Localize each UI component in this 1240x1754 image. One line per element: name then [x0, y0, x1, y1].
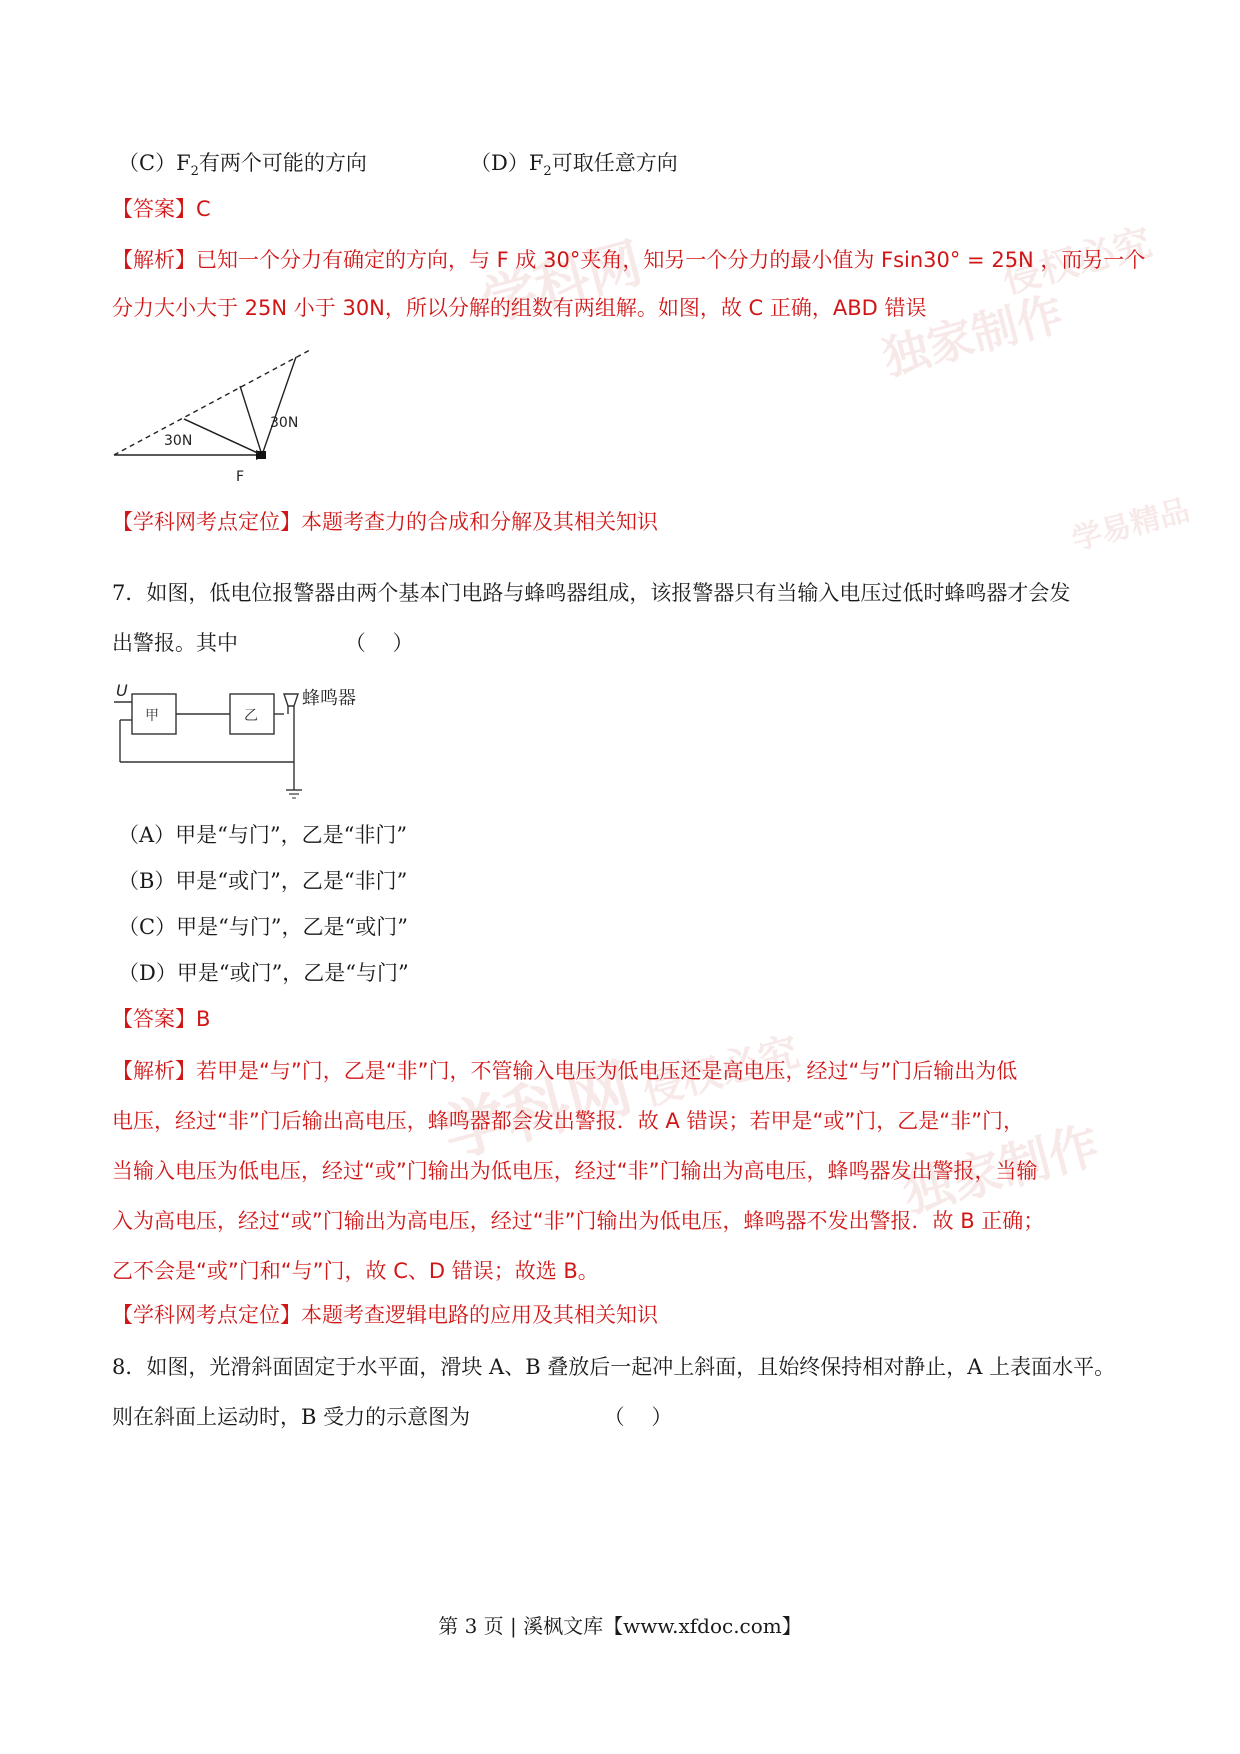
q8-stem-line: 8．如图，光滑斜面固定于水平面，滑块 A、B 叠放后一起冲上斜面，且始终保持相对静止，A 上表面水平。	[112, 1355, 1116, 1379]
q7-locate: 【学科网考点定位】本题考查逻辑电路的应用及其相关知识	[112, 1303, 658, 1327]
gate-yi-label: 乙	[244, 708, 258, 724]
label-30n-right: 30N	[270, 415, 299, 431]
watermark: 学易精品	[1068, 492, 1194, 558]
watermark: 侵权必究	[997, 219, 1157, 302]
input-u-label: U	[116, 681, 128, 700]
watermark: 学科网	[435, 1051, 640, 1173]
q7-option-a: （A）甲是“与门”，乙是“非门”	[118, 823, 408, 847]
q7-analysis-line: 电压，经过“非”门后输出高电压，蜂鸣器都会发出警报．故 A 错误；若甲是“或”门，乙是“非”门，	[112, 1109, 1024, 1133]
q7-stem-line: 7．如图，低电位报警器由两个基本门电路与蜂鸣器组成，该报警器只有当输入电压过低时蜂鸣器才会发	[112, 581, 1071, 605]
page-footer: 第 3 页 | 溪枫文库【www.xfdoc.com】	[438, 1614, 802, 1638]
force-point	[258, 451, 266, 459]
buzzer-icon	[284, 694, 298, 706]
gate-jia-label: 甲	[145, 708, 159, 724]
q7-stem-line: 出警报。其中 （ ）	[112, 631, 414, 655]
component-arrow-mid	[240, 386, 262, 455]
q6-option-d: $(D)F_2$可取任意方向	[470, 151, 678, 180]
resultant-30n-left	[184, 419, 262, 455]
logic-circuit-diagram	[112, 680, 402, 800]
q7-analysis-line: 乙不会是“或”门和“与”门，故 C、D 错误；故选 B。	[112, 1259, 599, 1283]
q7-analysis-line: 当输入电压为低电压，经过“或”门输出为低电压，经过“非”门输出为高电压，蜂鸣器发出警报，当输	[112, 1159, 1038, 1183]
watermark: 独家制作	[876, 286, 1069, 386]
watermark: 学科网	[475, 230, 649, 334]
q7-option-c: （C）甲是“与门”，乙是“或门”	[118, 915, 409, 939]
q7-analysis-line: 【解析】若甲是“与”门，乙是“非”门，不管输入电压为低电压还是高电压，经过“与”门后输出为低	[112, 1059, 1018, 1083]
label-30n-left: 30N	[164, 433, 193, 449]
q7-answer: 【答案】B	[112, 1007, 211, 1031]
q6-analysis-line: 分力大小大于 25N 小于 30N，所以分解的组数有两组解。如图，故 C 正确，ABD 错误	[112, 296, 927, 320]
q6-option-c: $(C)F_2$有两个可能的方向	[118, 151, 367, 180]
q6-locate: 【学科网考点定位】本题考查力的合成和分解及其相关知识	[112, 510, 658, 534]
q7-option-d: （D）甲是“或门”，乙是“与门”	[118, 961, 409, 985]
q6-analysis-line: 【解析】已知一个分力有确定的方向，与 F 成 30°夹角，知另一个分力的最小值为 Fsin30° = 25N ，而另一个	[112, 248, 1146, 272]
label-f: F	[236, 469, 245, 485]
watermark: 侵权必究	[637, 1028, 805, 1115]
q7-analysis-line: 入为高电压，经过“或”门输出为高电压，经过“非”门输出为低电压，蜂鸣器不发出警报．故 B 正确；	[112, 1209, 1045, 1233]
q6-answer: 【答案】C	[112, 197, 211, 221]
component-arrow-right	[262, 357, 299, 455]
q7-option-b: （B）甲是“或门”，乙是“非门”	[118, 869, 408, 893]
watermark: 独家制作	[896, 1115, 1106, 1224]
force-decomposition-diagram	[110, 345, 320, 485]
q8-stem-line: 则在斜面上运动时，B 受力的示意图为 （ ）	[112, 1405, 673, 1429]
buzzer-label: 蜂鸣器	[302, 688, 356, 709]
